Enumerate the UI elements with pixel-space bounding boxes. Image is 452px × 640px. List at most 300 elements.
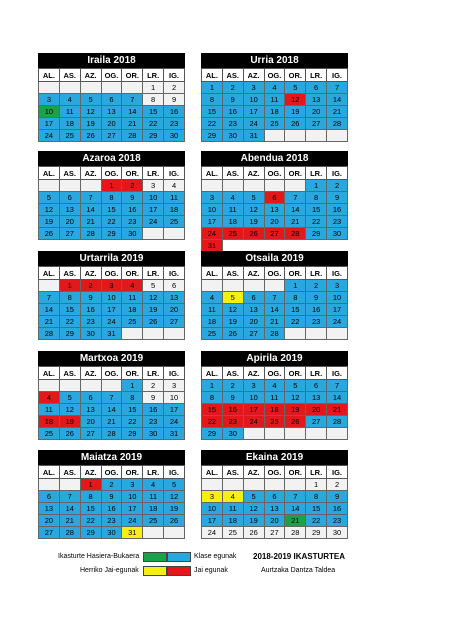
day-cell: 26 xyxy=(285,416,306,428)
week-row xyxy=(202,392,348,404)
day-cell: 14 xyxy=(39,304,60,316)
day-cell xyxy=(243,280,264,292)
day-cell: 17 xyxy=(202,216,223,228)
day-cell: 11 xyxy=(122,292,143,304)
week-row xyxy=(39,192,185,204)
weekday-header: AZ. xyxy=(243,367,264,380)
day-cell: 12 xyxy=(143,292,164,304)
day-cell: 17 xyxy=(202,515,223,527)
weekday-header: AZ. xyxy=(80,69,101,82)
day-cell: 24 xyxy=(243,416,264,428)
weekday-header: LR. xyxy=(143,167,164,180)
day-cell: 10 xyxy=(243,392,264,404)
day-cell: 24 xyxy=(101,316,122,328)
day-cell: 21 xyxy=(327,404,348,416)
day-cell: 25 xyxy=(122,316,143,328)
day-cell: 19 xyxy=(164,503,185,515)
day-cell: 1 xyxy=(306,479,327,491)
day-cell: 17 xyxy=(39,118,60,130)
day-cell xyxy=(306,328,327,340)
month-calendar xyxy=(201,251,348,340)
day-cell xyxy=(80,380,101,392)
day-cell xyxy=(59,479,80,491)
day-cell: 22 xyxy=(306,515,327,527)
weekday-header: OR. xyxy=(122,167,143,180)
week-row xyxy=(39,380,185,392)
day-cell: 7 xyxy=(285,491,306,503)
day-cell: 4 xyxy=(222,192,243,204)
day-cell: 6 xyxy=(101,94,122,106)
legend-yellow-swatch xyxy=(143,566,167,576)
day-cell: 25 xyxy=(143,515,164,527)
day-cell: 4 xyxy=(164,180,185,192)
day-cell: 5 xyxy=(143,280,164,292)
day-cell: 10 xyxy=(164,392,185,404)
week-row xyxy=(202,204,348,216)
day-cell: 29 xyxy=(143,130,164,142)
week-row xyxy=(202,404,348,416)
month-title: Maiatza 2019 xyxy=(38,450,185,465)
day-cell: 28 xyxy=(285,527,306,539)
week-row xyxy=(39,428,185,440)
week-row xyxy=(202,491,348,503)
day-cell: 29 xyxy=(59,328,80,340)
day-cell: 2 xyxy=(143,380,164,392)
day-cell: 30 xyxy=(143,428,164,440)
day-cell: 7 xyxy=(59,491,80,503)
weekday-header: IG. xyxy=(164,167,185,180)
day-cell: 6 xyxy=(80,392,101,404)
day-cell: 23 xyxy=(222,118,243,130)
weekday-header: AS. xyxy=(59,167,80,180)
day-cell: 27 xyxy=(264,527,285,539)
day-cell: 8 xyxy=(306,491,327,503)
day-cell: 4 xyxy=(222,491,243,503)
day-cell: 3 xyxy=(122,479,143,491)
day-cell: 11 xyxy=(59,106,80,118)
day-cell: 9 xyxy=(143,392,164,404)
day-cell: 29 xyxy=(122,428,143,440)
day-cell: 9 xyxy=(327,491,348,503)
day-cell: 7 xyxy=(101,392,122,404)
day-cell: 21 xyxy=(80,216,101,228)
day-cell: 14 xyxy=(285,204,306,216)
day-cell: 22 xyxy=(306,216,327,228)
week-row xyxy=(202,428,348,440)
week-row xyxy=(202,106,348,118)
day-cell: 6 xyxy=(306,380,327,392)
day-cell: 4 xyxy=(264,380,285,392)
day-cell: 25 xyxy=(222,228,243,240)
day-cell: 1 xyxy=(285,280,306,292)
day-cell xyxy=(143,328,164,340)
day-cell: 2 xyxy=(222,380,243,392)
day-cell: 3 xyxy=(143,180,164,192)
week-row xyxy=(39,216,185,228)
weekday-header: OR. xyxy=(122,267,143,280)
day-cell: 29 xyxy=(306,527,327,539)
day-cell: 30 xyxy=(222,130,243,142)
day-cell: 5 xyxy=(39,192,60,204)
day-cell: 2 xyxy=(327,479,348,491)
day-cell: 15 xyxy=(306,503,327,515)
week-row xyxy=(202,118,348,130)
day-cell: 24 xyxy=(202,228,223,240)
day-cell: 1 xyxy=(202,82,223,94)
month-title: Azaroa 2018 xyxy=(38,151,185,166)
day-cell: 11 xyxy=(39,404,60,416)
day-cell: 20 xyxy=(306,404,327,416)
day-cell: 5 xyxy=(243,192,264,204)
day-cell: 21 xyxy=(122,118,143,130)
day-cell: 30 xyxy=(80,328,101,340)
week-row xyxy=(202,515,348,527)
month-table xyxy=(38,266,185,340)
day-cell: 11 xyxy=(264,392,285,404)
day-cell: 15 xyxy=(59,304,80,316)
day-cell: 16 xyxy=(80,304,101,316)
day-cell xyxy=(285,428,306,440)
day-cell: 23 xyxy=(164,118,185,130)
day-cell: 28 xyxy=(264,328,285,340)
day-cell: 1 xyxy=(59,280,80,292)
day-cell: 1 xyxy=(101,180,122,192)
day-cell xyxy=(264,479,285,491)
day-cell: 5 xyxy=(285,380,306,392)
day-cell: 7 xyxy=(80,192,101,204)
legend-red-swatch xyxy=(167,566,191,576)
weekday-header: OR. xyxy=(285,466,306,479)
day-cell xyxy=(243,428,264,440)
day-cell: 23 xyxy=(143,416,164,428)
day-cell xyxy=(222,180,243,192)
week-row xyxy=(39,515,185,527)
day-cell: 22 xyxy=(59,316,80,328)
day-cell: 20 xyxy=(264,515,285,527)
day-cell: 10 xyxy=(202,503,223,515)
weekday-header: AL. xyxy=(202,466,223,479)
weekday-header: LR. xyxy=(143,267,164,280)
day-cell: 27 xyxy=(80,428,101,440)
week-row xyxy=(39,404,185,416)
weekday-header: AS. xyxy=(59,466,80,479)
week-row xyxy=(202,316,348,328)
day-cell: 9 xyxy=(222,392,243,404)
weekday-header: IG. xyxy=(327,167,348,180)
week-row xyxy=(202,503,348,515)
week-row xyxy=(39,130,185,142)
day-cell: 11 xyxy=(143,491,164,503)
day-cell: 20 xyxy=(101,118,122,130)
day-cell: 13 xyxy=(101,106,122,118)
day-cell: 19 xyxy=(285,106,306,118)
day-cell: 17 xyxy=(122,503,143,515)
day-cell: 27 xyxy=(164,316,185,328)
month-table xyxy=(38,465,185,539)
day-cell xyxy=(243,180,264,192)
day-cell: 22 xyxy=(143,118,164,130)
legend-blue-swatch xyxy=(167,552,191,562)
day-cell: 25 xyxy=(59,130,80,142)
month-table xyxy=(201,68,348,142)
week-row xyxy=(39,118,185,130)
day-cell: 19 xyxy=(39,216,60,228)
day-cell: 17 xyxy=(243,106,264,118)
day-cell xyxy=(285,479,306,491)
day-cell: 27 xyxy=(243,328,264,340)
legend-green-swatch xyxy=(143,552,167,562)
day-cell: 6 xyxy=(59,192,80,204)
day-cell: 2 xyxy=(122,180,143,192)
day-cell: 10 xyxy=(327,292,348,304)
week-row xyxy=(39,94,185,106)
weekday-header: OG. xyxy=(101,167,122,180)
weekday-header: AZ. xyxy=(243,267,264,280)
day-cell xyxy=(264,428,285,440)
day-cell xyxy=(285,180,306,192)
day-cell: 21 xyxy=(101,416,122,428)
day-cell: 6 xyxy=(39,491,60,503)
month-table xyxy=(201,266,348,340)
day-cell: 15 xyxy=(306,204,327,216)
weekday-header: OG. xyxy=(264,267,285,280)
day-cell: 30 xyxy=(222,428,243,440)
day-cell: 21 xyxy=(39,316,60,328)
week-row xyxy=(39,280,185,292)
day-cell: 16 xyxy=(143,404,164,416)
day-cell: 2 xyxy=(101,479,122,491)
day-cell: 18 xyxy=(143,503,164,515)
day-cell: 26 xyxy=(222,328,243,340)
day-cell: 26 xyxy=(243,527,264,539)
day-cell: 17 xyxy=(101,304,122,316)
weekday-header: OR. xyxy=(122,367,143,380)
day-cell: 20 xyxy=(164,304,185,316)
weekday-header: IG. xyxy=(164,267,185,280)
day-cell: 5 xyxy=(243,491,264,503)
day-cell: 29 xyxy=(202,130,223,142)
week-row xyxy=(39,416,185,428)
day-cell: 7 xyxy=(39,292,60,304)
day-cell: 14 xyxy=(80,204,101,216)
day-cell: 10 xyxy=(143,192,164,204)
day-cell: 20 xyxy=(264,216,285,228)
group-name: Aurtzaka Dantza Taldea xyxy=(261,567,336,574)
week-row xyxy=(202,94,348,106)
day-cell: 15 xyxy=(143,106,164,118)
day-cell: 11 xyxy=(222,503,243,515)
day-cell: 16 xyxy=(101,503,122,515)
day-cell xyxy=(264,130,285,142)
day-cell xyxy=(59,82,80,94)
day-cell xyxy=(164,527,185,539)
day-cell xyxy=(202,180,223,192)
day-cell: 13 xyxy=(306,392,327,404)
day-cell: 27 xyxy=(306,416,327,428)
month-calendar xyxy=(38,53,185,142)
day-cell: 4 xyxy=(122,280,143,292)
month-title: Ekaina 2019 xyxy=(201,450,348,465)
month-calendar xyxy=(201,151,348,252)
day-cell: 22 xyxy=(202,416,223,428)
weekday-header: AZ. xyxy=(80,167,101,180)
day-cell xyxy=(202,280,223,292)
day-cell xyxy=(164,328,185,340)
day-cell: 28 xyxy=(327,118,348,130)
day-cell: 9 xyxy=(306,292,327,304)
day-cell: 5 xyxy=(80,94,101,106)
day-cell: 3 xyxy=(327,280,348,292)
day-cell: 18 xyxy=(222,216,243,228)
day-cell: 9 xyxy=(164,94,185,106)
day-cell: 15 xyxy=(122,404,143,416)
day-cell xyxy=(243,479,264,491)
day-cell: 27 xyxy=(306,118,327,130)
day-cell: 14 xyxy=(101,404,122,416)
day-cell: 9 xyxy=(101,491,122,503)
week-row xyxy=(39,228,185,240)
day-cell: 14 xyxy=(122,106,143,118)
week-row xyxy=(202,527,348,539)
day-cell: 19 xyxy=(285,404,306,416)
month-calendar xyxy=(201,351,348,440)
day-cell: 24 xyxy=(122,515,143,527)
day-cell: 12 xyxy=(39,204,60,216)
week-row xyxy=(202,228,348,240)
day-cell: 31 xyxy=(101,328,122,340)
day-cell: 27 xyxy=(264,228,285,240)
week-row xyxy=(39,204,185,216)
day-cell: 31 xyxy=(202,240,223,252)
weekday-header: AS. xyxy=(222,267,243,280)
day-cell: 19 xyxy=(222,316,243,328)
day-cell: 6 xyxy=(306,82,327,94)
day-cell xyxy=(39,82,60,94)
weekday-header: LR. xyxy=(306,167,327,180)
month-table xyxy=(201,366,348,440)
week-row xyxy=(202,192,348,204)
day-cell: 28 xyxy=(122,130,143,142)
weekday-header: OR. xyxy=(285,367,306,380)
week-row xyxy=(39,180,185,192)
day-cell: 18 xyxy=(202,316,223,328)
month-calendar xyxy=(38,151,185,240)
day-cell: 25 xyxy=(164,216,185,228)
legend-holidays-label: Jai egunak xyxy=(194,567,228,574)
weekday-header: AZ. xyxy=(243,167,264,180)
day-cell: 14 xyxy=(285,503,306,515)
day-cell: 11 xyxy=(164,192,185,204)
day-cell: 4 xyxy=(264,82,285,94)
day-cell: 18 xyxy=(264,404,285,416)
day-cell: 11 xyxy=(222,204,243,216)
weekday-header: AS. xyxy=(222,167,243,180)
day-cell: 21 xyxy=(327,106,348,118)
weekday-header: AS. xyxy=(59,69,80,82)
day-cell: 13 xyxy=(243,304,264,316)
day-cell: 27 xyxy=(59,228,80,240)
weekday-header: IG. xyxy=(327,367,348,380)
day-cell: 6 xyxy=(264,192,285,204)
week-row xyxy=(202,328,348,340)
day-cell: 16 xyxy=(327,204,348,216)
day-cell: 26 xyxy=(243,228,264,240)
weekday-header: OG. xyxy=(264,367,285,380)
day-cell xyxy=(222,479,243,491)
day-cell xyxy=(222,280,243,292)
weekday-header: AZ. xyxy=(80,367,101,380)
day-cell xyxy=(80,82,101,94)
month-table xyxy=(201,465,348,539)
weekday-header: LR. xyxy=(306,367,327,380)
day-cell: 28 xyxy=(80,228,101,240)
legend-local-holiday-label: Herriko Jai-egunak xyxy=(80,567,139,574)
weekday-header: OG. xyxy=(101,267,122,280)
day-cell: 24 xyxy=(164,416,185,428)
day-cell xyxy=(164,228,185,240)
month-title: Urria 2018 xyxy=(201,53,348,68)
day-cell: 16 xyxy=(222,404,243,416)
weekday-header: AL. xyxy=(202,69,223,82)
week-row xyxy=(202,216,348,228)
month-calendar xyxy=(38,450,185,539)
day-cell: 3 xyxy=(202,192,223,204)
day-cell: 13 xyxy=(264,204,285,216)
day-cell xyxy=(143,527,164,539)
day-cell: 29 xyxy=(101,228,122,240)
day-cell xyxy=(202,479,223,491)
month-table xyxy=(38,366,185,440)
weekday-header: AZ. xyxy=(80,466,101,479)
day-cell xyxy=(39,479,60,491)
day-cell: 19 xyxy=(243,515,264,527)
day-cell: 13 xyxy=(39,503,60,515)
day-cell: 8 xyxy=(285,292,306,304)
week-row xyxy=(202,82,348,94)
weekday-header: AS. xyxy=(222,466,243,479)
day-cell: 16 xyxy=(122,204,143,216)
day-cell: 10 xyxy=(101,292,122,304)
day-cell: 7 xyxy=(285,192,306,204)
day-cell: 12 xyxy=(243,503,264,515)
day-cell xyxy=(39,180,60,192)
day-cell: 7 xyxy=(264,292,285,304)
day-cell: 28 xyxy=(39,328,60,340)
day-cell: 16 xyxy=(222,106,243,118)
weekday-header: AL. xyxy=(202,167,223,180)
day-cell: 19 xyxy=(59,416,80,428)
month-title: Otsaila 2019 xyxy=(201,251,348,266)
day-cell: 8 xyxy=(80,491,101,503)
month-table xyxy=(38,68,185,142)
day-cell: 30 xyxy=(122,228,143,240)
day-cell: 26 xyxy=(285,118,306,130)
day-cell: 3 xyxy=(243,380,264,392)
day-cell: 15 xyxy=(80,503,101,515)
day-cell: 2 xyxy=(222,82,243,94)
month-calendar xyxy=(201,450,348,539)
day-cell: 23 xyxy=(80,316,101,328)
day-cell: 7 xyxy=(122,94,143,106)
day-cell: 28 xyxy=(59,527,80,539)
week-row xyxy=(202,292,348,304)
weekday-header: IG. xyxy=(164,367,185,380)
weekday-header: LR. xyxy=(143,367,164,380)
weekday-header: AL. xyxy=(202,367,223,380)
weekday-header: OG. xyxy=(264,69,285,82)
day-cell: 13 xyxy=(164,292,185,304)
weekday-header: AZ. xyxy=(243,466,264,479)
